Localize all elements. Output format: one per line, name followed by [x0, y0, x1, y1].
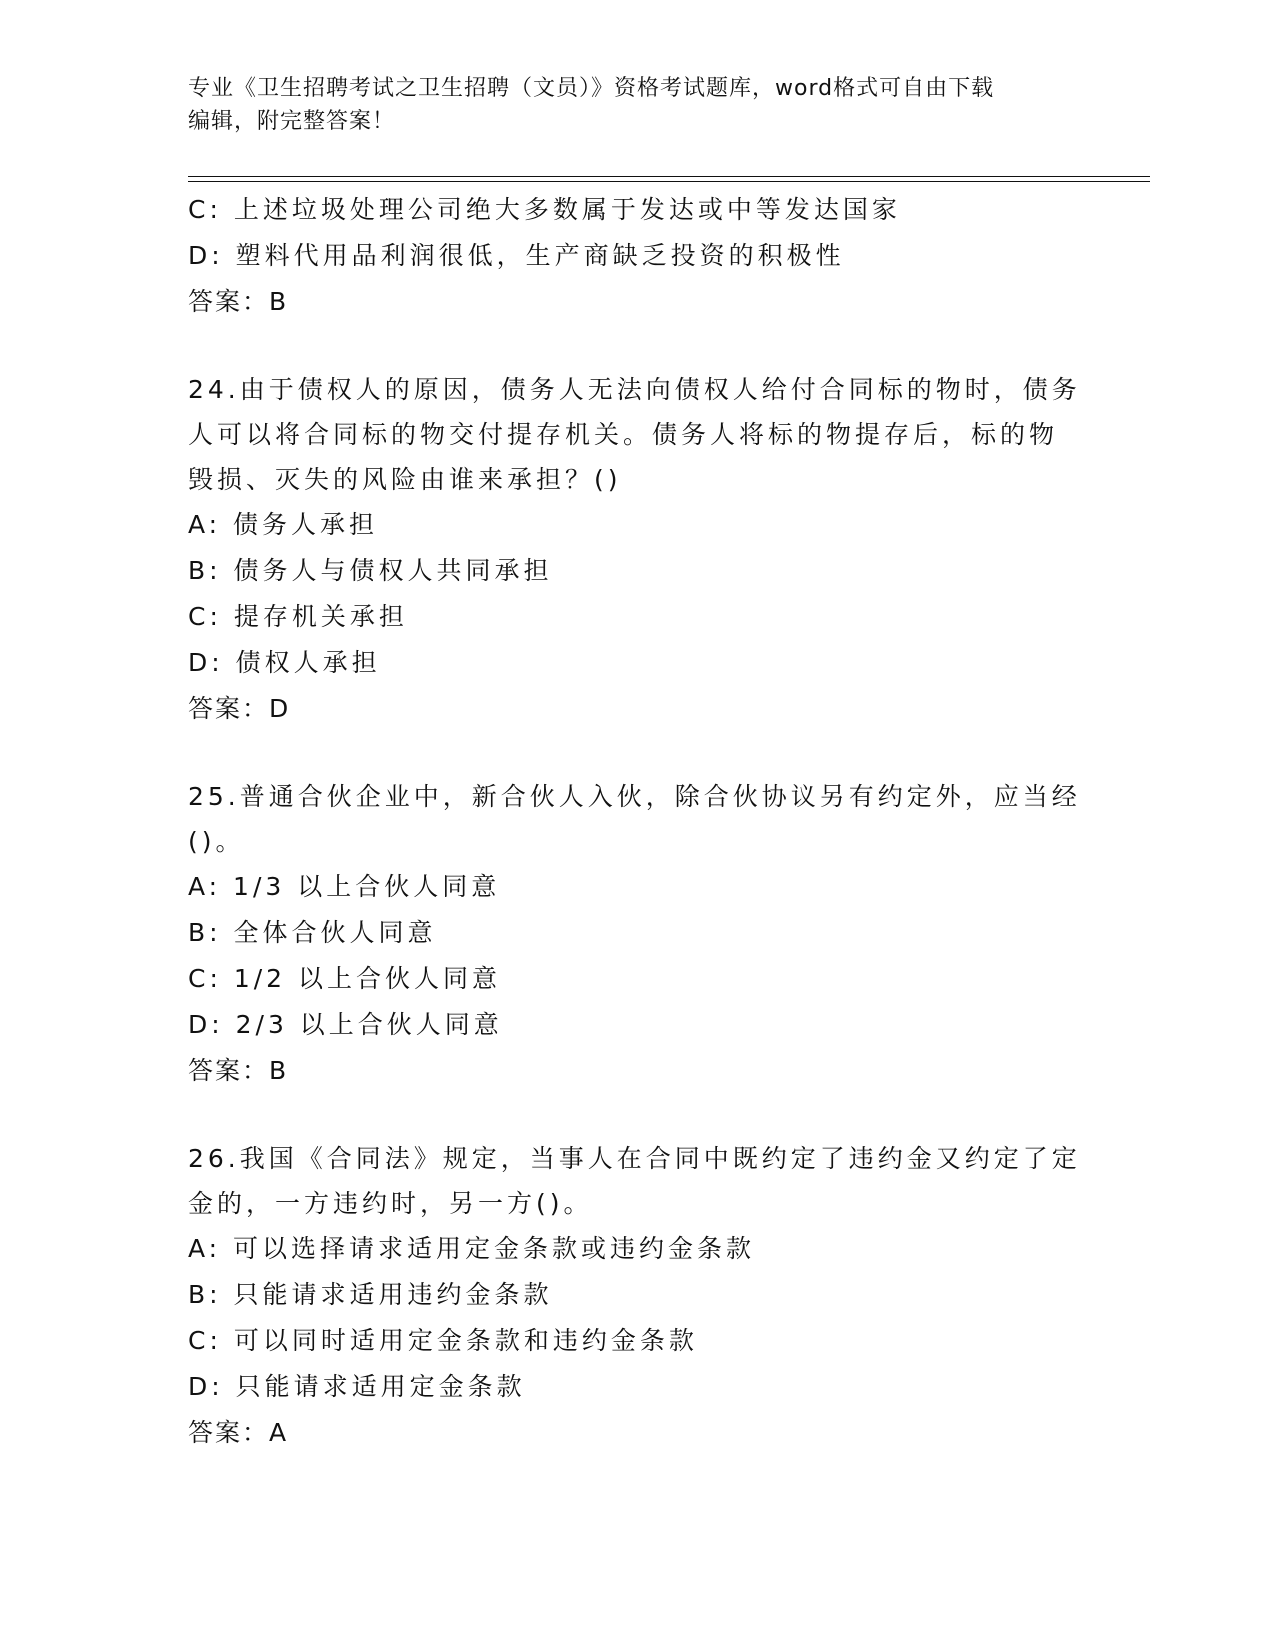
- option-c: C: 可以同时适用定金条款和违约金条款: [188, 1326, 698, 1355]
- answer: 答案：B: [188, 287, 289, 316]
- option-d: D: 只能请求适用定金条款: [188, 1372, 526, 1401]
- question-24: [188, 367, 1088, 732]
- question-stem-line: 金的，一方违约时，另一方()。: [188, 1189, 593, 1218]
- answer: 答案：D: [188, 694, 291, 723]
- option-a: A: 1/3 以上合伙人同意: [188, 872, 501, 901]
- question-23-partial: [188, 187, 1088, 325]
- header-divider-bottom: [188, 181, 1150, 182]
- question-26: [188, 1136, 1088, 1456]
- answer: 答案：B: [188, 1056, 289, 1085]
- question-stem-line: 25.普通合伙企业中，新合伙人入伙，除合伙协议另有约定外，应当经: [188, 782, 1081, 811]
- option-b: B: 只能请求适用违约金条款: [188, 1280, 553, 1309]
- option-a: A: 债务人承担: [188, 510, 379, 539]
- question-25: [188, 774, 1088, 1094]
- option-c: C: 上述垃圾处理公司绝大多数属于发达或中等发达国家: [188, 195, 901, 224]
- option-c: C: 1/2 以上合伙人同意: [188, 964, 502, 993]
- option-d: D: 债权人承担: [188, 648, 381, 677]
- header-line-2: 编辑，附完整答案！: [188, 109, 396, 134]
- question-list: [188, 187, 1088, 1456]
- question-stem-line: 毁损、灭失的风险由谁来承担？(): [188, 465, 622, 494]
- question-stem-line: 24.由于债权人的原因，债务人无法向债权人给付合同标的物时，债务: [188, 375, 1081, 404]
- option-a: A: 可以选择请求适用定金条款或违约金条款: [188, 1234, 756, 1263]
- header-line-1: 专业《卫生招聘考试之卫生招聘（文员）》资格考试题库，word格式可自由下载: [188, 76, 995, 101]
- document-header: [188, 72, 1088, 138]
- answer: 答案：A: [188, 1418, 289, 1447]
- question-stem-line: 26.我国《合同法》规定，当事人在合同中既约定了违约金又约定了定: [188, 1144, 1081, 1173]
- option-b: B: 全体合伙人同意: [188, 918, 437, 947]
- question-stem-line: 人可以将合同标的物交付提存机关。债务人将标的物提存后，标的物: [188, 420, 1059, 449]
- option-b: B: 债务人与债权人共同承担: [188, 556, 553, 585]
- option-c: C: 提存机关承担: [188, 602, 408, 631]
- option-d: D: 2/3 以上合伙人同意: [188, 1010, 503, 1039]
- header-divider-top: [188, 176, 1150, 177]
- option-d: D: 塑料代用品利润很低，生产商缺乏投资的积极性: [188, 241, 845, 270]
- question-stem-line: ()。: [188, 827, 245, 856]
